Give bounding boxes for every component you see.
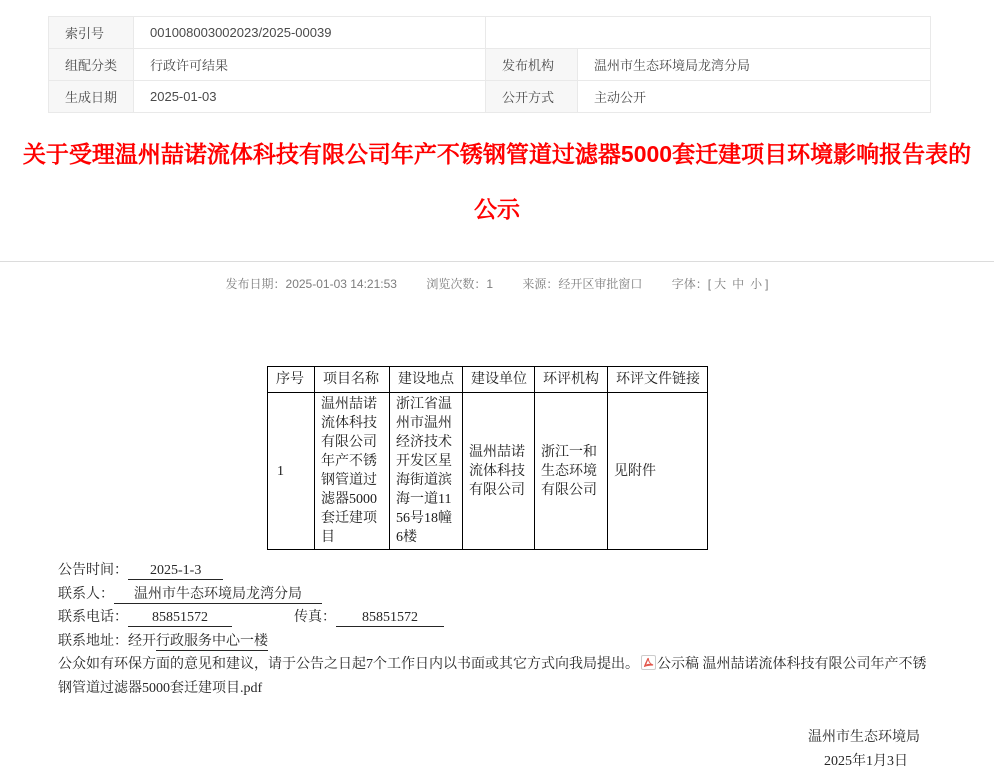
announce-time-value: 2025-1-3 (128, 563, 223, 580)
page-title-line-1: 关于受理温州喆诺流体科技有限公司年产不锈钢管道过滤器5000套迁建项目环境影响报告表的 (22, 141, 972, 167)
source (522, 277, 642, 291)
info-label-publisher: 发布机构 (486, 49, 578, 81)
publish-date-label: 发布日期： (225, 277, 286, 291)
view-count (426, 277, 493, 291)
info-label-category: 组配分类 (49, 49, 134, 81)
info-label-created-date: 生成日期 (49, 81, 134, 113)
info-value-index-number: 001008003002023/2025-00039 (134, 17, 486, 49)
font-size-small-button[interactable]: 小 (750, 277, 763, 291)
address-underlined: 行政服务中心一楼 (156, 633, 268, 649)
phone-fax-row (58, 606, 938, 630)
notice-text: 公众如有环保方面的意见和建议，请于公告之日起7个工作日内以书面或其它方式向我局提出。 (58, 657, 639, 672)
info-value-category: 行政许可结果 (134, 49, 486, 81)
cell-project-name: 温州喆诺流体科技有限公司年产不锈钢管道过滤器5000套迁建项目 (315, 393, 390, 550)
project-table (267, 366, 708, 550)
announce-time-row (58, 559, 938, 583)
font-size-large-button[interactable]: 大 (714, 277, 727, 291)
contact-block (58, 559, 938, 700)
attachment-name[interactable]: 公示稿 温州喆诺流体科技有限公司年产不锈钢管道过滤器5000套迁建项目.pdf (58, 657, 927, 696)
pdf-icon[interactable] (641, 655, 656, 670)
header-seq: 序号 (268, 367, 315, 393)
cell-eia-doc-link: 见附件 (608, 393, 708, 550)
bracket-open: [ (707, 277, 712, 291)
address-label: 联系地址： (58, 633, 128, 649)
page-title-line-2: 公示 (474, 196, 520, 222)
source-label: 来源： (522, 277, 559, 291)
fax-label: 传真： (294, 610, 336, 625)
font-size-medium-button[interactable]: 中 (732, 277, 745, 291)
project-table-row (268, 393, 708, 550)
source-value: 经开区审批窗口 (558, 277, 643, 291)
header-builder: 建设单位 (463, 367, 535, 393)
phone-value: 85851572 (128, 610, 232, 627)
info-row-index (49, 17, 931, 49)
font-size-label: 字体： (671, 277, 708, 291)
cell-seq: 1 (268, 393, 315, 550)
page-title (10, 127, 984, 237)
signature-date: 2025年1月3日 (824, 754, 908, 769)
meta-bar (0, 261, 994, 292)
cell-eia-agency: 浙江一和生态环境有限公司 (535, 393, 608, 550)
view-count-label: 浏览次数： (426, 277, 487, 291)
publish-date-value: 2025-01-03 14:21:53 (285, 277, 397, 291)
signature-org: 温州市生态环境局 (808, 730, 920, 745)
info-empty-cell (486, 17, 931, 49)
header-eia-agency: 环评机构 (535, 367, 608, 393)
cell-location: 浙江省温州市温州经济技术开发区星海街道滨海一道1156号18幢6楼 (390, 393, 463, 550)
public-notice-paragraph (58, 653, 938, 700)
announce-time-label: 公告时间： (58, 563, 128, 578)
cell-builder: 温州喆诺流体科技有限公司 (463, 393, 535, 550)
info-value-disclosure: 主动公开 (578, 81, 931, 113)
info-value-created-date: 2025-01-03 (134, 81, 486, 113)
info-row-date (49, 81, 931, 113)
publish-date (226, 277, 397, 291)
info-value-publisher: 温州市生态环境局龙湾分局 (578, 49, 931, 81)
phone-label: 联系电话： (58, 610, 128, 625)
header-location: 建设地点 (390, 367, 463, 393)
view-count-value: 1 (486, 277, 494, 291)
contact-person-label: 联系人： (58, 586, 114, 602)
font-size-control (672, 277, 769, 291)
info-row-category (49, 49, 931, 81)
contact-person-value: 温州市牛态环境局龙湾分局 (114, 587, 322, 604)
document-info-table (48, 16, 931, 113)
info-label-index-number: 索引号 (49, 17, 134, 49)
fax-value: 85851572 (336, 610, 444, 627)
info-label-disclosure: 公开方式 (486, 81, 578, 113)
signature-block (0, 726, 920, 774)
bracket-close: ] (765, 277, 769, 291)
address-row (58, 630, 938, 654)
address-prefix: 经开 (128, 633, 156, 649)
project-table-header-row (268, 367, 708, 393)
header-eia-doc-link: 环评文件链接 (608, 367, 708, 393)
header-project-name: 项目名称 (315, 367, 390, 393)
contact-person-row (58, 583, 938, 607)
